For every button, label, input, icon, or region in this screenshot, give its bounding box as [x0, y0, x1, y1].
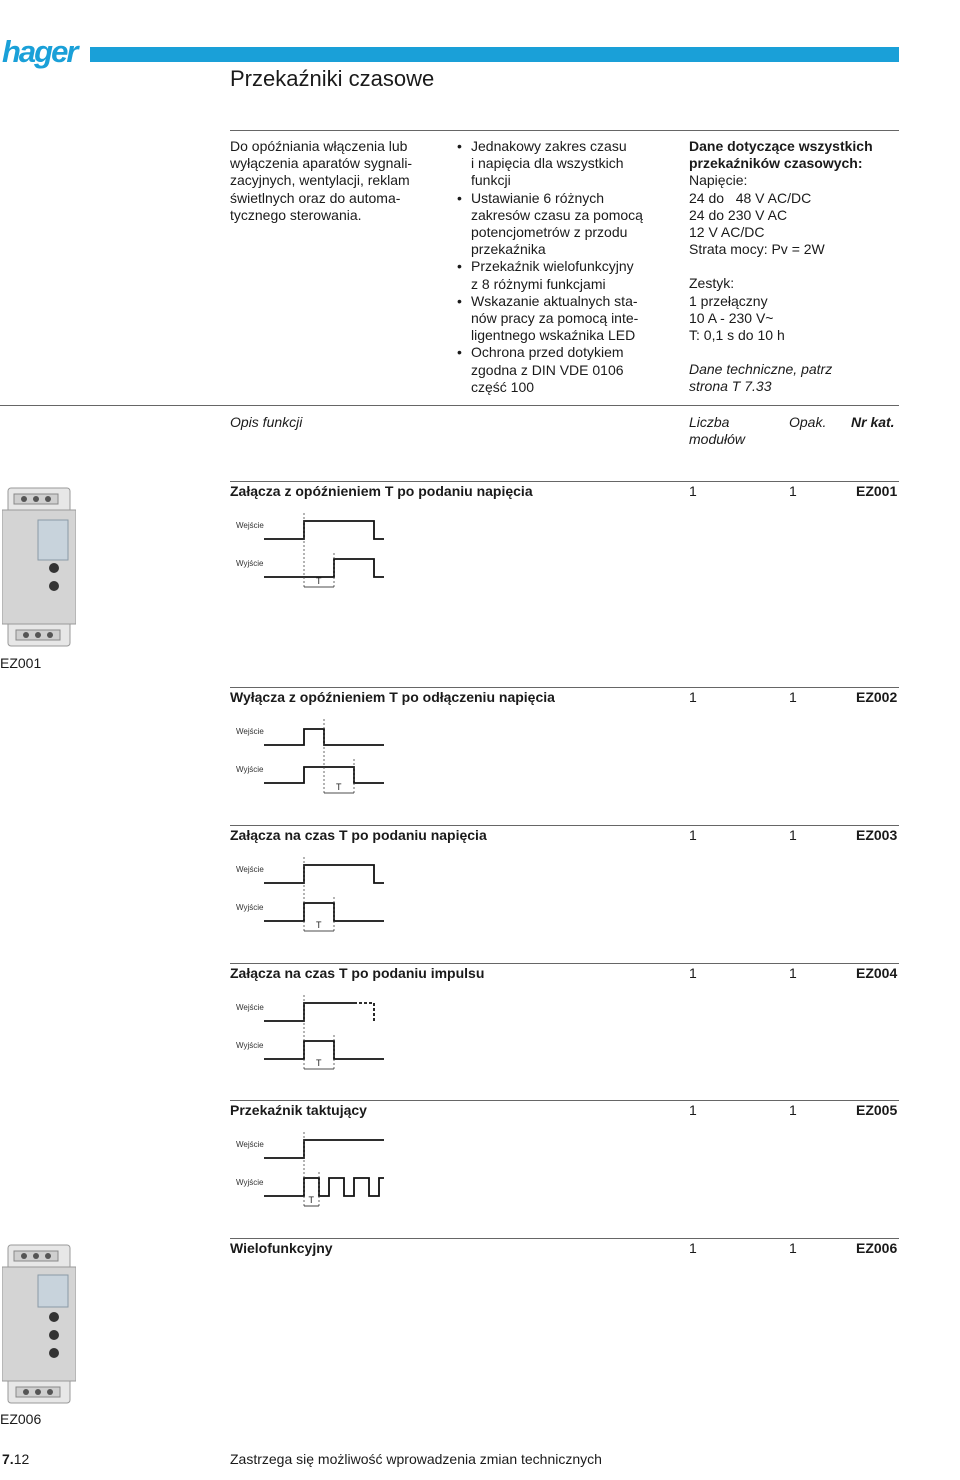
function-name: Załącza z opóźnieniem T po podaniu napięcia [230, 483, 533, 499]
feature-item: • Ochrona przed dotykiem zgodna z DIN VDE 0106 część 100 [457, 344, 643, 396]
divider [230, 1238, 899, 1239]
catalog-number: EZ003 [856, 827, 898, 843]
feature-item: • Jednakowy zakres czasu i napięcia dla wszystkich funkcji [457, 138, 643, 190]
input-waveform [264, 1140, 384, 1158]
header-modules: Liczba modułów [689, 414, 746, 447]
divider [230, 130, 899, 131]
hager-logo: hager [2, 34, 77, 69]
brand-bar [90, 47, 899, 62]
t-label: T [336, 782, 342, 792]
page-number: 7.12 [2, 1451, 30, 1467]
output-waveform [264, 1041, 384, 1059]
divider [230, 963, 899, 964]
output-signal-label: Wyjście [236, 903, 264, 912]
t-label: T [316, 1058, 322, 1068]
output-waveform [264, 1178, 384, 1196]
pack-quantity: 1 [789, 827, 797, 843]
timing-diagram [230, 1132, 430, 1212]
output-waveform [264, 559, 384, 577]
timing-diagram [230, 719, 430, 799]
pack-quantity: 1 [789, 1102, 797, 1118]
catalog-number: EZ002 [856, 689, 898, 705]
function-name: Wielofunkcyjny [230, 1240, 333, 1256]
tech-data: Dane dotyczące wszystkich przekaźników czasowych: Napięcie: 24 do 48 V AC/DC 24 do 230 V AC 12 V AC/DC Strata mocy: Pv = 2W Zestyk: 1 przełączny 10 A - 230 V~ T: 0,1 s do 10 h Dane techniczne, patrz strona T 7.33 [689, 138, 873, 395]
catalog-number: EZ006 [856, 1240, 898, 1256]
page-title: Przekaźniki czasowe [230, 66, 435, 91]
t-label: T [316, 576, 322, 586]
timing-diagram [230, 513, 430, 593]
catalog-number: EZ001 [856, 483, 898, 499]
input-signal-label: Wejście [236, 727, 264, 736]
image-caption: EZ001 [0, 655, 42, 671]
waveform [264, 1132, 434, 1212]
feature-item: • Przekaźnik wielofunkcyjny z 8 różnymi funkcjami [457, 258, 643, 292]
output-signal-label: Wyjście [236, 1178, 264, 1187]
pack-quantity: 1 [789, 1240, 797, 1256]
module-count: 1 [689, 1240, 697, 1256]
divider [230, 687, 899, 688]
header-function: Opis funkcji [230, 414, 303, 430]
waveform [264, 513, 434, 593]
t-label: T [308, 1195, 314, 1205]
pack-quantity: 1 [789, 483, 797, 499]
t-label: T [316, 920, 322, 930]
input-waveform [264, 521, 384, 539]
header-pack: Opak. [789, 414, 827, 430]
module-count: 1 [689, 689, 697, 705]
device-image-ez001 [2, 486, 76, 648]
waveform [264, 719, 434, 799]
module-count: 1 [689, 827, 697, 843]
catalog-number: EZ004 [856, 965, 898, 981]
input-waveform [264, 865, 384, 883]
pack-quantity: 1 [789, 689, 797, 705]
timing-diagram [230, 857, 430, 937]
device-image-ez006 [2, 1243, 76, 1405]
input-signal-label: Wejście [236, 521, 264, 530]
input-signal-label: Wejście [236, 1003, 264, 1012]
feature-list [457, 138, 643, 396]
feature-item: • Ustawianie 6 różnych zakresów czasu za pomocą potencjometrów z przodu przekaźnika [457, 190, 643, 259]
function-name: Wyłącza z opóźnieniem T po odłączeniu napięcia [230, 689, 555, 705]
output-signal-label: Wyjście [236, 765, 264, 774]
function-name: Załącza na czas T po podaniu impulsu [230, 965, 485, 981]
output-signal-label: Wyjście [236, 559, 264, 568]
divider [230, 481, 899, 482]
catalog-number: EZ005 [856, 1102, 898, 1118]
function-name: Załącza na czas T po podaniu napięcia [230, 827, 487, 843]
image-caption: EZ006 [0, 1411, 42, 1427]
intro-text: Do opóźniania włączenia lub wyłączenia aparatów sygnali- zacyjnych, wentylacji, reklam świetlnych oraz do automa- tycznego sterowania. [230, 138, 413, 223]
timing-diagram [230, 995, 430, 1075]
module-count: 1 [689, 965, 697, 981]
module-count: 1 [689, 483, 697, 499]
input-signal-label: Wejście [236, 1140, 264, 1149]
feature-item: • Wskazanie aktualnych sta- nów pracy za pomocą inte- ligentnego wskaźnika LED [457, 293, 643, 345]
divider [230, 825, 899, 826]
input-waveform-dashed [354, 1003, 374, 1021]
header-code: Nr kat. [851, 414, 895, 430]
pack-quantity: 1 [789, 965, 797, 981]
input-signal-label: Wejście [236, 865, 264, 874]
footer-note: Zastrzega się możliwość wprowadzenia zmian technicznych [230, 1451, 602, 1467]
module-count: 1 [689, 1102, 697, 1118]
divider [0, 405, 899, 406]
output-waveform [264, 903, 384, 921]
output-signal-label: Wyjście [236, 1041, 264, 1050]
function-name: Przekaźnik taktujący [230, 1102, 367, 1118]
waveform [264, 857, 434, 937]
input-waveform [264, 1003, 354, 1021]
divider [230, 1100, 899, 1101]
waveform [264, 995, 434, 1075]
